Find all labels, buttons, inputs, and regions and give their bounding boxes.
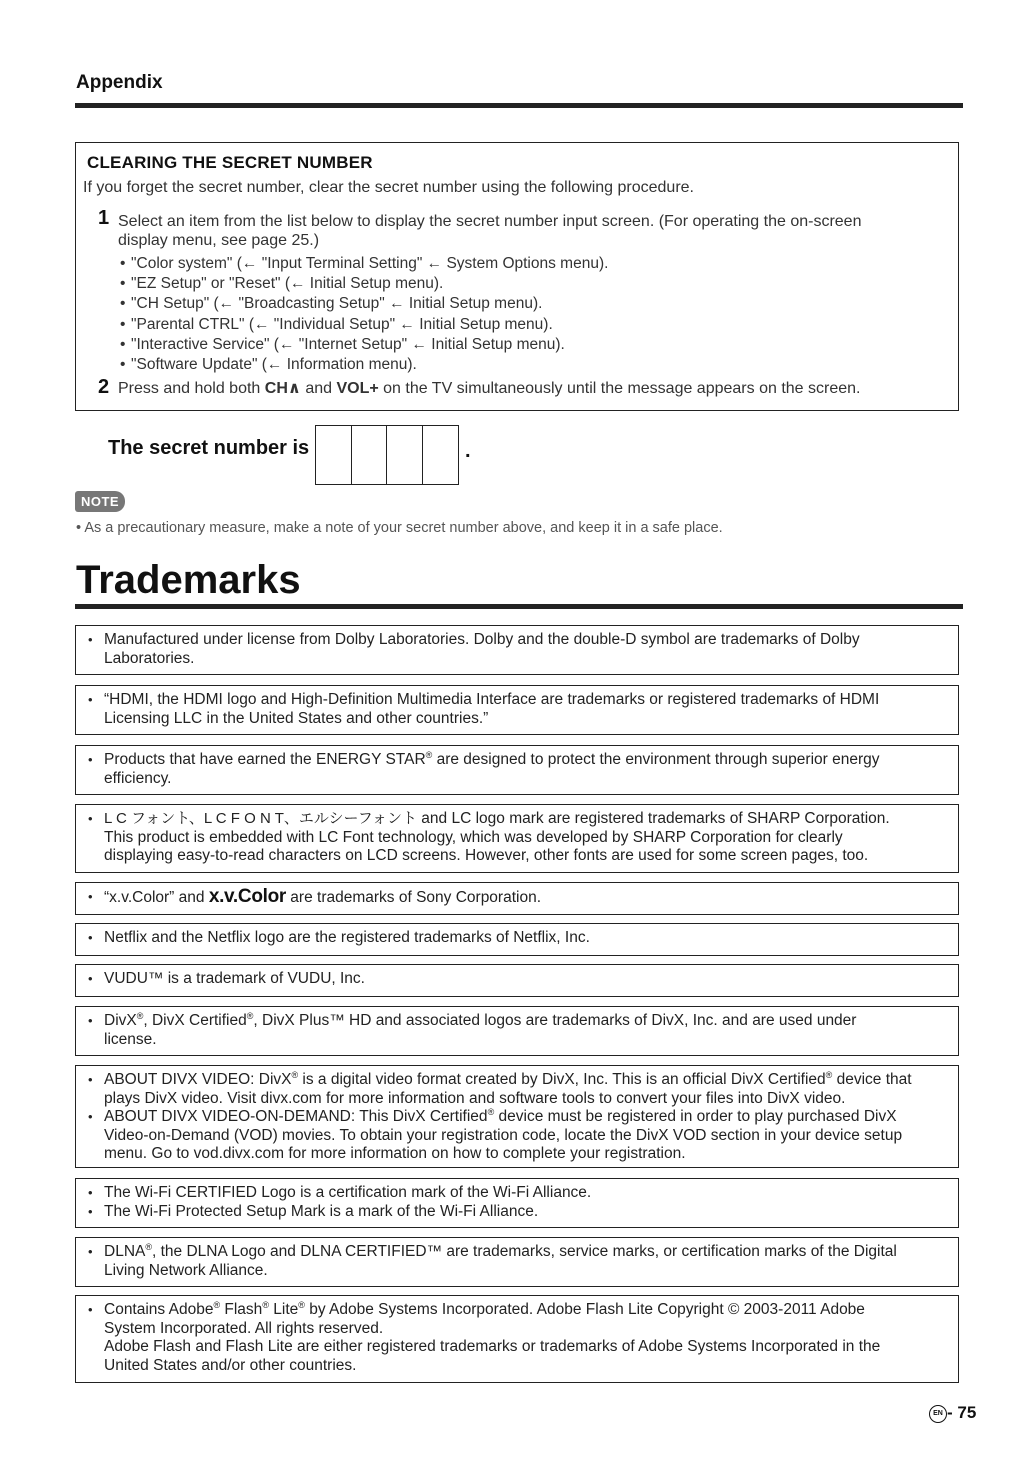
digit-box bbox=[352, 426, 388, 484]
secret-number-boxes bbox=[315, 425, 459, 485]
step-1-text bbox=[118, 212, 861, 250]
divx-trademark-box: • DivX®, DivX Certified®, DivX Plus™ HD and associated logos are trademarks of DivX, Inc. and are used under license. bbox=[75, 1006, 959, 1056]
digit-box bbox=[423, 426, 459, 484]
trademarks-rule bbox=[75, 604, 963, 609]
step-1-line: Select an item from the list below to display the secret number input screen. (For operating the on-screen bbox=[118, 213, 862, 230]
box-intro: If you forget the secret number, clear the secret number using the following procedure. bbox=[83, 179, 694, 196]
xv-color-logo: x.v.Color bbox=[208, 886, 286, 907]
energy-star-trademark-box: • Products that have earned the ENERGY STAR® are designed to protect the environment through superior energy efficiency. bbox=[75, 745, 959, 795]
vudu-trademark-box: • VUDU™ is a trademark of VUDU, Inc. bbox=[75, 964, 959, 997]
secret-number-label: The secret number is bbox=[108, 437, 310, 459]
wifi-trademark-box: • The Wi-Fi CERTIFIED Logo is a certification mark of the Wi-Fi Alliance. • The Wi-Fi Protected Setup Mark is a mark of the Wi-Fi Alliance. bbox=[75, 1178, 959, 1228]
step-2-text: Press and hold both CH∧ and VOL+ on the TV simultaneously until the message appears on the screen. bbox=[118, 380, 861, 397]
list-item: • "Interactive Service" (← "Internet Setup" ← Initial Setup menu). bbox=[120, 335, 565, 353]
list-item: • "Color system" (← "Input Terminal Setting" ← System Options menu). bbox=[120, 255, 609, 272]
digit-box bbox=[387, 426, 423, 484]
vol-up-button-label: VOL+ bbox=[336, 380, 379, 397]
lc-font-logo-text: L C フォント、L C F O N T、エルシーフォント bbox=[104, 810, 417, 827]
box-title: CLEARING THE SECRET NUMBER bbox=[87, 153, 373, 172]
clear-secret-number-box bbox=[75, 142, 959, 411]
netflix-trademark-box: • Netflix and the Netflix logo are the registered trademarks of Netflix, Inc. bbox=[75, 923, 959, 956]
step-1-number: 1 bbox=[98, 207, 110, 229]
language-badge-icon: EN bbox=[929, 1405, 947, 1423]
dolby-trademark-box: • Manufactured under license from Dolby Laboratories. Dolby and the double-D symbol are trademarks of Dolby Laboratories. bbox=[75, 625, 959, 675]
dlna-trademark-box: • DLNA®, the DLNA Logo and DLNA CERTIFIED™ are trademarks, service marks, or certification marks of the Digital Living Network Alliance. bbox=[75, 1237, 959, 1287]
step-1-line: display menu, see page 25.) bbox=[118, 232, 320, 249]
divx-video-info-box: • ABOUT DIVX VIDEO: DivX® is a digital video format created by DivX, Inc. This is an official DivX Certified® device that plays DivX video. Visit divx.com for more information and software tools to convert your files into DivX video. • ABOUT DIVX VIDEO-ON-DEMAND: This DivX Certified® device must be registered in order to play purchased DivX Video-on-Demand (VOD) movies. To obtain your registration code, locate the DivX VOD section in your device setup menu. Go to vod.divx.com for more information on how to complete your registration. bbox=[75, 1065, 959, 1168]
ch-up-button-label: CH∧ bbox=[264, 380, 301, 397]
xv-color-trademark-box: • “x.v.Color” and x.v.Color are trademarks of Sony Corporation. bbox=[75, 882, 959, 915]
menu-item-list bbox=[120, 254, 608, 375]
digit-box bbox=[316, 426, 352, 484]
lc-font-trademark-box: • L C フォント、L C F O N T、エルシーフォント and LC logo mark are registered trademarks of SHARP Corporation. This product is embedded with LC Font technology, which was developed by SHARP Corporation for clearly displaying easy-to-read characters on LCD screens. However, other fonts are used for some screen pages, too. bbox=[75, 804, 959, 873]
note-text: • As a precautionary measure, make a note of your secret number above, and keep it in a safe place. bbox=[76, 520, 723, 536]
page-number: EN - 75 bbox=[929, 1403, 976, 1423]
adobe-trademark-box: • Contains Adobe® Flash® Lite® by Adobe Systems Incorporated. Adobe Flash Lite Copyright © 2003-2011 Adobe System Incorporated. All rights reserved. Adobe Flash and Flash Lite are either registered trademarks or trademarks of Adobe Systems Incorporated in the United States and/or other countries. bbox=[75, 1295, 959, 1383]
list-item: • "Parental CTRL" (← "Individual Setup" ← Initial Setup menu). bbox=[120, 315, 553, 333]
note-icon: NOTE bbox=[75, 491, 125, 512]
list-item: • "EZ Setup" or "Reset" (← Initial Setup menu). bbox=[120, 275, 444, 293]
list-item: • "Software Update" (← Information menu). bbox=[120, 356, 417, 374]
period: . bbox=[465, 440, 471, 462]
header-rule bbox=[75, 103, 963, 108]
trademarks-title: Trademarks bbox=[76, 558, 301, 602]
section-label: Appendix bbox=[76, 72, 163, 93]
step-2-number: 2 bbox=[98, 376, 110, 398]
hdmi-trademark-box: • “HDMI, the HDMI logo and High-Definition Multimedia Interface are trademarks or registered trademarks of HDMI Licensing LLC in the United States and other countries.” bbox=[75, 685, 959, 735]
list-item: • "CH Setup" (← "Broadcasting Setup" ← Initial Setup menu). bbox=[120, 295, 543, 313]
